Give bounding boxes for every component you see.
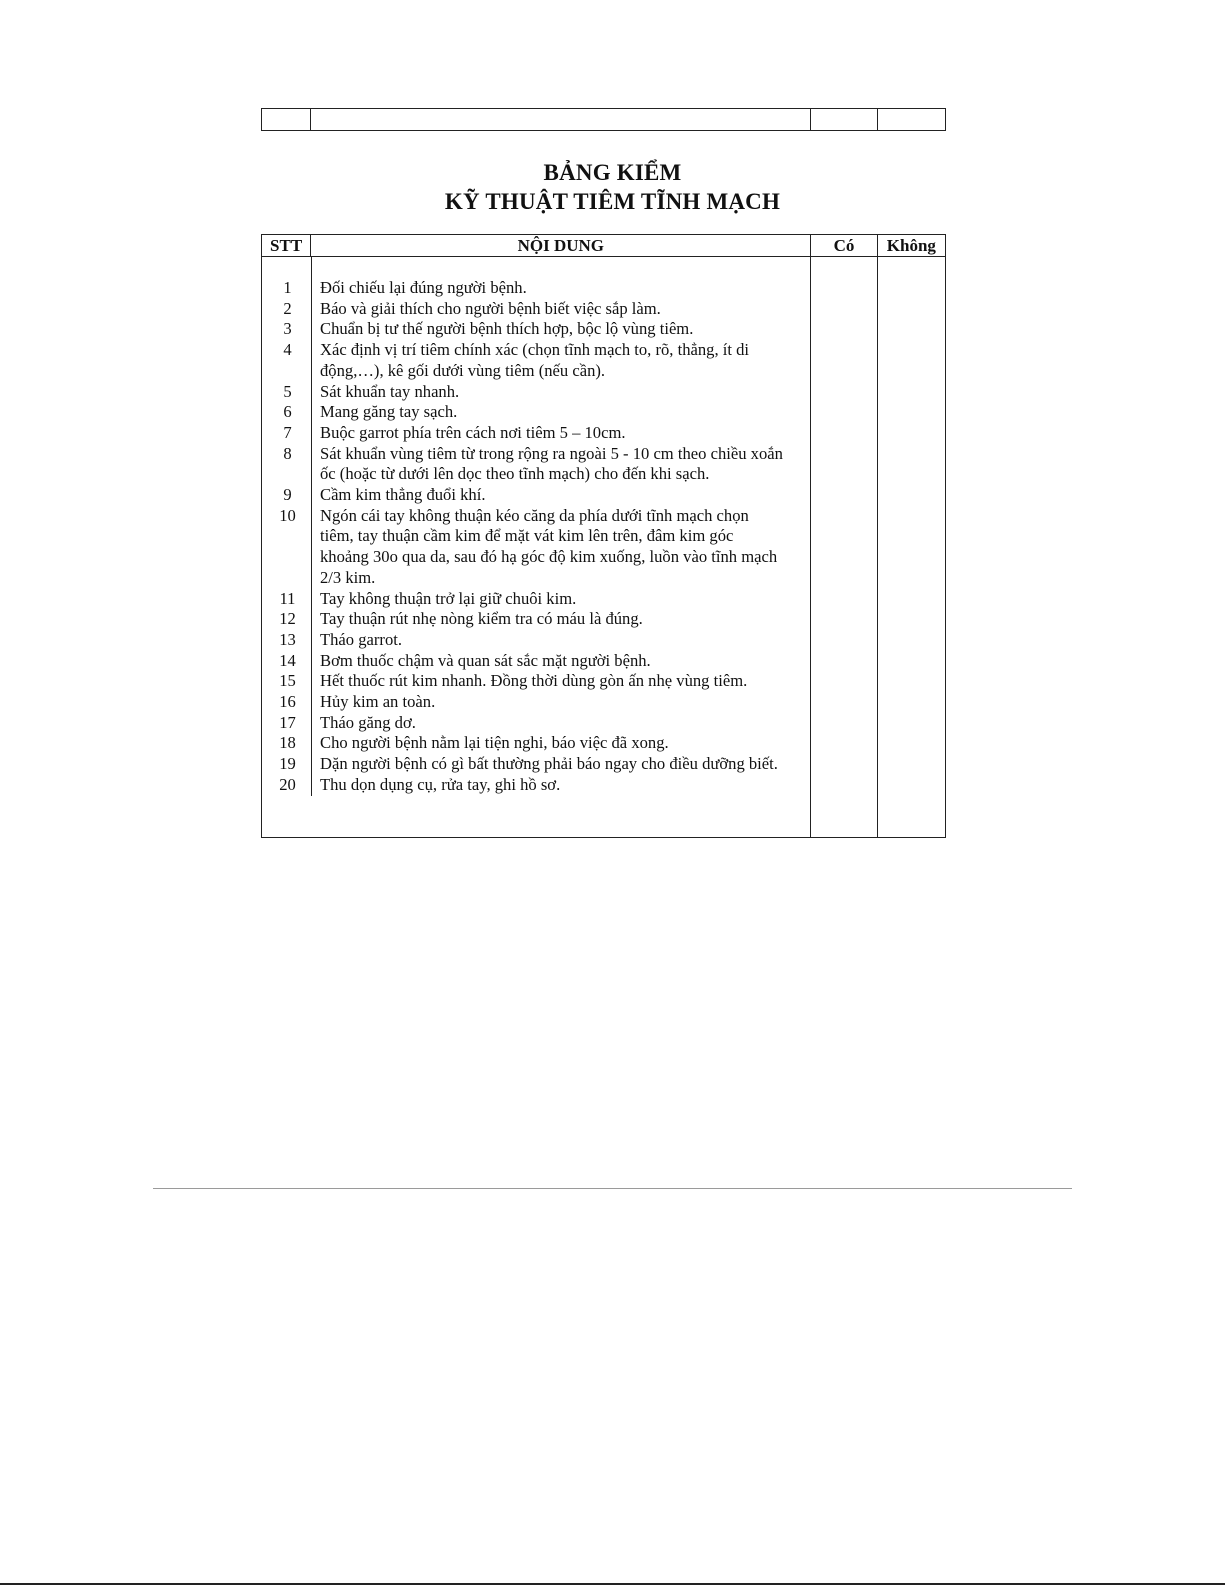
item-number: 3	[283, 319, 292, 339]
header-row	[262, 235, 946, 257]
item-number: 12	[279, 609, 296, 629]
previous-table-remnant	[261, 108, 946, 131]
item-text: Bơm thuốc chậm và quan sát sắc mặt người bệnh.	[320, 650, 651, 670]
item-text: Mang găng tay sạch.	[320, 402, 458, 422]
checklist-table	[261, 234, 946, 838]
item-number: 19	[279, 754, 296, 774]
item-text: Hết thuốc rút kim nhanh. Đồng thời dùng gòn ấn nhẹ vùng tiêm.	[320, 671, 748, 691]
checklist-item	[262, 754, 810, 775]
column-divider	[311, 257, 312, 796]
checklist-item	[262, 733, 810, 754]
item-number: 10	[279, 505, 296, 525]
item-number: 2	[283, 298, 292, 318]
item-text: Sát khuẩn tay nhanh.	[320, 381, 460, 401]
empty-cell	[311, 109, 811, 131]
empty-cell	[811, 109, 877, 131]
item-text: Buộc garrot phía trên cách nơi tiêm 5 – 10cm.	[320, 422, 626, 442]
items-cell	[262, 257, 811, 838]
checklist-item	[262, 278, 810, 299]
checklist-item	[262, 402, 810, 423]
item-number: 17	[279, 712, 296, 732]
item-number: 20	[279, 774, 296, 794]
item-text: Tháo garrot.	[320, 629, 403, 649]
header-stt: STT	[262, 235, 311, 257]
document-subtitle: KỸ THUẬT TIÊM TĨNH MẠCH	[444, 189, 781, 214]
header-no: Không	[877, 235, 945, 257]
checklist-item	[262, 692, 810, 713]
checklist-item	[262, 713, 810, 734]
page-footer-divider	[153, 1188, 1072, 1189]
item-text: Báo và giải thích cho người bệnh biết việc sắp làm.	[320, 298, 661, 318]
item-text: Ngón cái tay không thuận kéo căng da phía dưới tĩnh mạch chọn tiêm, tay thuận cầm kim để mặt vát kim lên trên, đâm kim góc khoảng 30o qua da, sau đó hạ góc độ kim xuống, luồn vào tĩnh mạch 2/3 kim.	[320, 505, 778, 587]
item-number: 7	[283, 422, 292, 442]
item-text: Xác định vị trí tiêm chính xác (chọn tĩnh mạch to, rõ, thẳng, ít di động,…), kê gối dưới vùng tiêm (nếu cần).	[320, 340, 750, 380]
header-yes: Có	[811, 235, 877, 257]
item-text: Tay không thuận trở lại giữ chuôi kim.	[320, 588, 577, 608]
item-number: 18	[279, 733, 296, 753]
empty-cell	[262, 109, 311, 131]
body-row	[262, 257, 946, 838]
item-number: 11	[279, 588, 296, 608]
yes-column-cell[interactable]	[811, 257, 877, 838]
item-text: Đối chiếu lại đúng người bệnh.	[320, 278, 527, 297]
item-number: 13	[279, 629, 296, 649]
empty-cell	[877, 109, 945, 131]
empty-row	[262, 109, 946, 131]
checklist-item	[262, 382, 810, 403]
document-title: BẢNG KIỂM	[543, 160, 682, 185]
checklist-item	[262, 444, 810, 485]
checklist-item	[262, 589, 810, 610]
checklist-items	[262, 257, 810, 796]
header-content: NỘI DUNG	[311, 235, 811, 257]
checklist-item	[262, 506, 810, 589]
checklist-item	[262, 630, 810, 651]
item-number: 1	[283, 278, 292, 297]
item-text: Cho người bệnh nằm lại tiện nghi, báo việc đã xong.	[320, 733, 669, 753]
item-text: Dặn người bệnh có gì bất thường phải báo ngay cho điều dưỡng biết.	[320, 754, 778, 774]
item-number: 8	[283, 443, 292, 463]
item-number: 16	[279, 692, 296, 712]
item-number: 15	[279, 671, 296, 691]
item-number: 5	[283, 381, 292, 401]
item-text: Hủy kim an toàn.	[320, 692, 436, 712]
no-column-cell[interactable]	[877, 257, 945, 838]
item-text: Sát khuẩn vùng tiêm từ trong rộng ra ngoài 5 - 10 cm theo chiều xoắn ốc (hoặc từ dưới lên dọc theo tĩnh mạch) cho đến khi sạch.	[320, 443, 783, 484]
item-number: 4	[283, 340, 292, 360]
checklist-item	[262, 299, 810, 320]
item-text: Thu dọn dụng cụ, rửa tay, ghi hồ sơ.	[320, 774, 561, 794]
checklist-item	[262, 340, 810, 381]
item-text: Tay thuận rút nhẹ nòng kiểm tra có máu là đúng.	[320, 609, 643, 629]
checklist-item	[262, 485, 810, 506]
checklist-item	[262, 651, 810, 672]
item-text: Tháo găng dơ.	[320, 712, 416, 732]
checklist-item	[262, 609, 810, 630]
item-number: 14	[279, 650, 296, 670]
item-number: 9	[283, 485, 292, 505]
item-text: Cầm kim thẳng đuổi khí.	[320, 485, 486, 505]
checklist-item	[262, 775, 810, 796]
checklist-item	[262, 423, 810, 444]
item-text: Chuẩn bị tư thế người bệnh thích hợp, bộc lộ vùng tiêm.	[320, 319, 694, 339]
item-number: 6	[283, 402, 292, 422]
checklist-item	[262, 319, 810, 340]
checklist-item	[262, 671, 810, 692]
